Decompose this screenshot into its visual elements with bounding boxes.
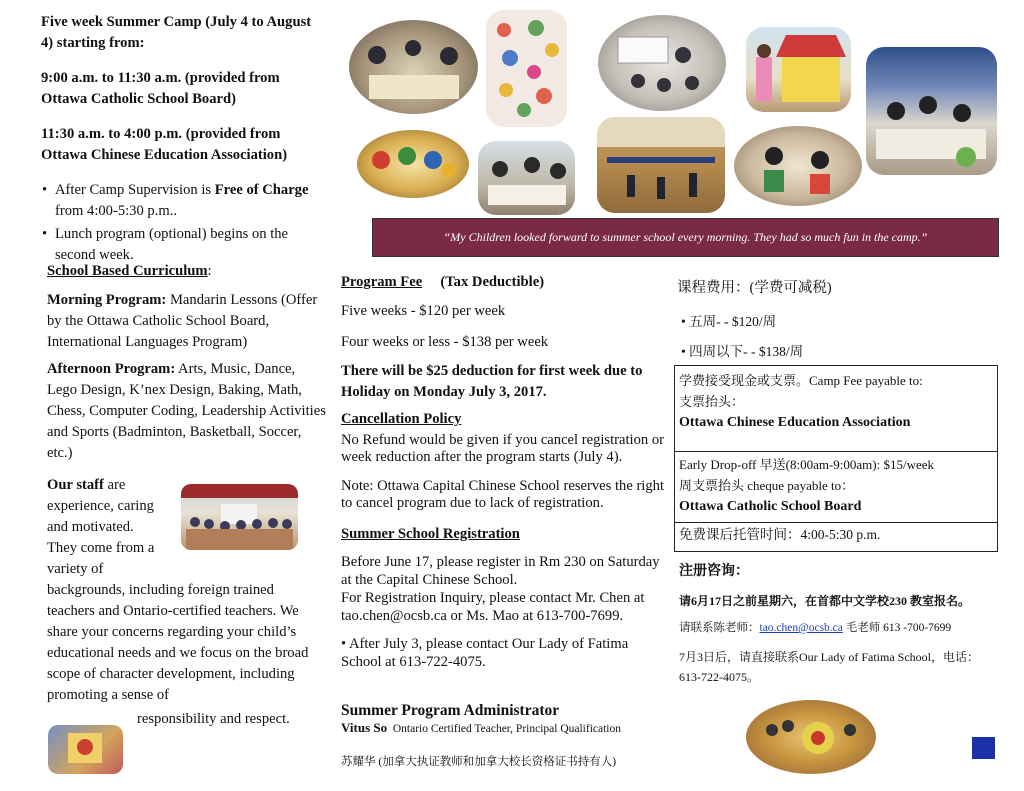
curriculum-heading: School Based Curriculum — [47, 263, 208, 279]
curriculum-section — [47, 261, 327, 464]
admin-credentials: Ontario Certified Teacher, Principal Qualification — [392, 723, 621, 735]
collage-photo-5 — [866, 47, 997, 175]
dragon-dance-photo-art — [746, 700, 876, 774]
collage-photo-6-art — [357, 130, 469, 198]
staff-line-1 — [47, 475, 182, 496]
middle-column — [341, 272, 671, 685]
fee-heading: Program Fee — [341, 274, 423, 290]
collage-photo-2 — [486, 10, 567, 127]
collage-photo-2-art — [486, 10, 567, 127]
fee-five-cn: • 五周- - $120/周 — [681, 314, 777, 329]
bottom-left-photo — [48, 725, 123, 774]
bullet-free-label: Free of Charge — [214, 182, 309, 198]
session-morning: 9:00 a.m. to 11:30 a.m. (provided from Ottawa Catholic School Board) — [41, 70, 280, 107]
camp-title: Five week Summer Camp (July 4 to August 4) starting from: — [41, 14, 312, 51]
collage-photo-8-art — [597, 117, 725, 213]
collage-photo-7 — [478, 141, 575, 215]
camp-bullets — [41, 180, 326, 266]
curriculum-colon: : — [207, 263, 212, 279]
collage-photo-4-art — [746, 27, 851, 112]
staff-photo — [181, 484, 298, 550]
dropoff-line-2: 周支票抬头 cheque payable to： — [679, 478, 855, 493]
staff-line-3: and motivated. — [47, 519, 134, 535]
early-dropoff-box — [674, 451, 998, 523]
reg-heading-cn: 注册咨询： — [679, 564, 749, 579]
reg-cn-2-post: 毛老师 613 -700-7699 — [842, 622, 952, 634]
cancel-heading: Cancellation Policy — [341, 411, 462, 427]
fee-tax-note: (Tax Deductible) — [440, 274, 545, 290]
after-care-box — [674, 521, 998, 552]
camp-fee-payee-box — [674, 365, 998, 452]
reg-text-2: For Registration Inquiry, please contact Mr. Chen at tao.chen@ocsb.ca or Ms. Mao at 613-700-7699. — [341, 590, 645, 624]
staff-text-last: responsibility and respect. — [137, 711, 290, 727]
cancel-text: No Refund would be given if you cancel registration or week reduction after the program starts (July 4). — [341, 432, 665, 465]
collage-photo-3 — [598, 15, 726, 111]
reg-heading-line — [341, 524, 671, 545]
admin-block — [341, 702, 671, 769]
cancel-note: Note: Ottawa Capital Chinese School reserves the right to cancel program due to lack of registration. — [341, 478, 665, 511]
testimonial-banner: “My Children looked forward to summer school every morning. They had so much fun in the camp.” — [372, 218, 999, 257]
reg-after: • After July 3, please contact Our Lady of Fatima School at 613-722-4075. — [341, 636, 629, 670]
admin-name-line — [341, 720, 671, 737]
bullet-after-camp-time: from 4:00-5:30 p.m.. — [55, 203, 178, 219]
blue-square-marker — [972, 737, 995, 759]
reg-cn-2-pre: 请联系陈老师： — [679, 622, 760, 634]
staff-line-5: variety of — [47, 561, 104, 577]
fee-heading-cn: 课程费用：(学费可减税) — [677, 280, 832, 296]
bullet-lunch: • Lunch program (optional) begins on the second week. — [41, 224, 326, 266]
fee-four-weeks: Four weeks or less - $138 per week — [341, 334, 549, 350]
right-column — [677, 276, 997, 367]
fee-heading-line — [341, 272, 671, 293]
registration-cn — [679, 560, 999, 687]
collage-photo-1 — [349, 20, 478, 114]
staff-line-1-text: are — [103, 477, 126, 493]
staff-line-2: experience, caring — [47, 498, 154, 514]
reg-cn-1: 请6月17日之前星期六，在首都中文学校230 教室报名。 — [679, 594, 971, 608]
morning-text: Mandarin Lessons (Offer by the Ottawa Catholic School Board, International Languages Program) — [47, 292, 318, 350]
payee-line-1: 学费接受现金或支票。Camp Fee payable to: — [679, 373, 923, 388]
morning-program — [47, 290, 327, 353]
collage-photo-6 — [357, 130, 469, 198]
admin-name: Vitus So — [341, 720, 388, 735]
cancel-heading-line — [341, 409, 671, 430]
reg-text-1: Before June 17, please register in Rm 230 on Saturday at the Capital Chinese School. — [341, 554, 660, 588]
bottom-left-photo-art — [48, 725, 123, 774]
reg-cn-2 — [679, 619, 999, 635]
fee-five-weeks: Five weeks - $120 per week — [341, 303, 506, 319]
collage-photo-3-art — [598, 15, 726, 111]
fee-four-cn: • 四周以下- - $138/周 — [681, 344, 804, 359]
staff-line-4: They come from a — [47, 540, 155, 556]
session-afternoon: 11:30 a.m. to 4:00 p.m. (provided from Ottawa Chinese Education Association) — [41, 126, 288, 163]
admin-title: Summer Program Administrator — [341, 702, 560, 719]
reg-heading: Summer School Registration — [341, 526, 520, 542]
bullet-after-camp-text: After Camp Supervision is — [55, 182, 215, 198]
email-link[interactable]: tao.chen@ocsb.ca — [759, 622, 843, 634]
dropoff-line-1: Early Drop-off 早送(8:00am-9:00am): $15/week — [679, 457, 934, 472]
reg-cn-3: 7月3日后，请直接联系Our Lady of Fatima School，电话：613-722-4075。 — [679, 650, 979, 684]
collage-photo-5-art — [866, 47, 997, 175]
collage-photo-8 — [597, 117, 725, 213]
collage-photo-1-art — [349, 20, 478, 114]
collage-photo-9-art — [734, 126, 862, 206]
collage-photo-7-art — [478, 141, 575, 215]
curriculum-heading-line — [47, 261, 327, 282]
dragon-dance-photo — [746, 700, 876, 774]
afternoon-label: Afternoon Program: — [47, 361, 176, 377]
after-care-time: 免费课后托管时间：4:00-5:30 p.m. — [679, 527, 881, 542]
bullet-after-camp — [41, 180, 326, 222]
admin-credentials-cn: 苏耀华 (加拿大执证教师和加拿大校长资格证书持有人) — [341, 756, 617, 768]
collage-photo-4 — [746, 27, 851, 112]
holiday-deduction: There will be $25 deduction for first week due to Holiday on Monday July 3, 2017. — [341, 363, 643, 400]
staff-label: Our staff — [47, 477, 104, 493]
afternoon-program — [47, 359, 327, 464]
payee-line-2: 支票抬头： — [679, 394, 745, 409]
left-column — [41, 12, 326, 268]
staff-text: backgrounds, including foreign trained teachers and Ontario-certified teachers. We share your concerns regarding your child’s educational needs and we focus on the broad scope of character development, including promoting a sense of — [47, 582, 309, 703]
afternoon-text: Arts, Music, Dance, Lego Design, K’nex Design, Baking, Math, Chess, Computer Coding, Leadership Activities and Sports (Badminton, Basketball, Soccer, etc.) — [47, 361, 326, 461]
dropoff-line-3: Ottawa Catholic School Board — [679, 499, 862, 514]
morning-label: Morning Program: — [47, 292, 167, 308]
collage-photo-9 — [734, 126, 862, 206]
staff-photo-art — [181, 484, 298, 550]
staff-intro — [47, 475, 182, 580]
payee-line-3: Ottawa Chinese Education Association — [679, 415, 911, 430]
